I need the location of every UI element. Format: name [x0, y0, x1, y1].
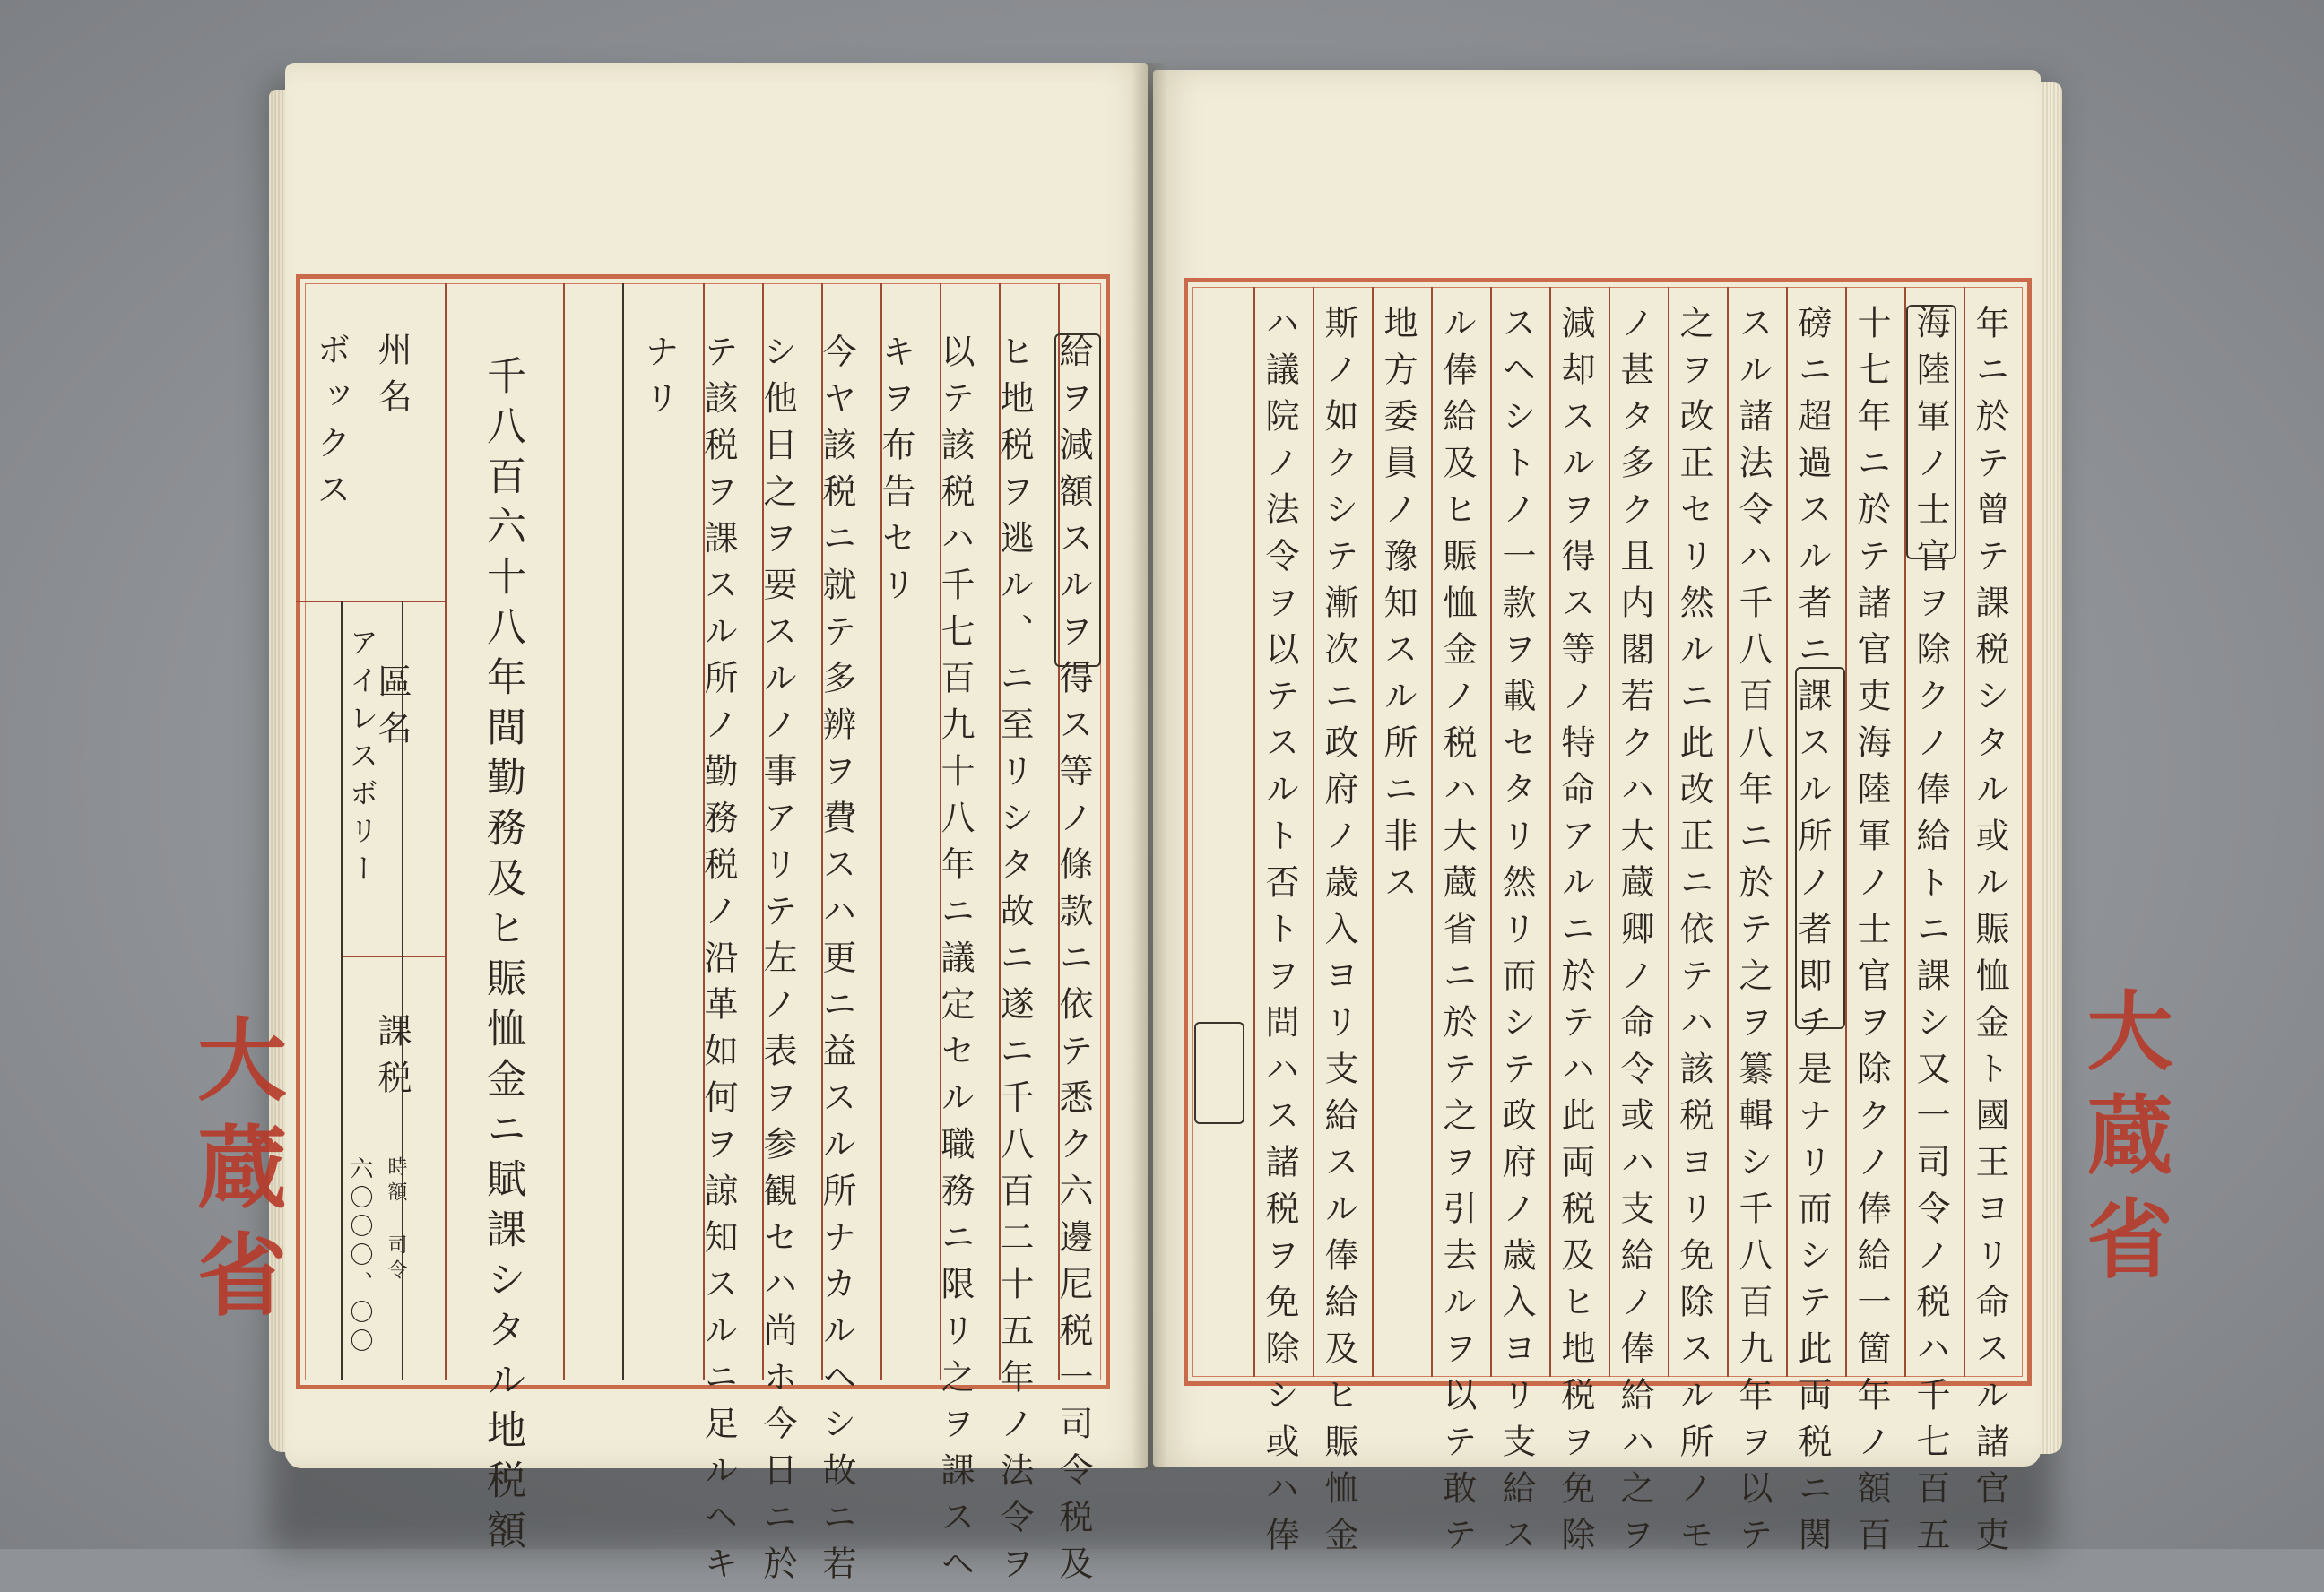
bracket-mark: [1054, 333, 1101, 667]
row-state: ボックス: [311, 332, 351, 518]
column-rule: [1727, 287, 1729, 1377]
right-edge-stamp: 大蔵省: [2073, 986, 2174, 1298]
column-rule: [1964, 287, 1965, 1377]
column-rule: [1372, 287, 1374, 1377]
left-edge-stamp: 大蔵省: [182, 1013, 288, 1336]
text-column: 之ヲ改正セリ然ルニ此改正ニ依テハ該税ヨリ免除スル所ノモ: [1674, 305, 1713, 1563]
text-column: ハ議院ノ法令ヲ以テスルト否トヲ問ハス諸税ヲ免除シ或ハ俸: [1260, 305, 1299, 1563]
text-column: 以テ該税ハ千七百九十八年ニ議定セル職務ニ限リ之ヲ課スヘ: [935, 333, 975, 1592]
text-column: ル俸給及ヒ賑恤金ノ税ハ大蔵省ニ於テ之ヲ引去ルヲ以テ敢テ: [1437, 305, 1477, 1563]
bracket-mark: [1194, 1022, 1244, 1124]
row-district: アイレスボリー: [345, 627, 379, 891]
text-column: 十七年ニ於テ諸官吏海陸軍ノ士官ヲ除クノ俸給一箇年ノ額百: [1851, 305, 1891, 1563]
column-rule: [1253, 287, 1255, 1377]
table-inner-line: [341, 601, 343, 1380]
text-column: スヘシトノ一款ヲ載セタリ然リ而シテ政府ノ歳入ヨリ支給ス: [1496, 305, 1536, 1563]
text-column: スル諸法令ハ千八百八年ニ於テ之ヲ纂輯シ千八百九年ヲ以テ: [1733, 305, 1773, 1563]
column-rule: [1786, 287, 1788, 1377]
header-tax-note: 時額 司令: [385, 1156, 407, 1285]
table-title-separator: [622, 283, 624, 1380]
column-rule: [1549, 287, 1551, 1377]
column-rule: [1313, 287, 1314, 1377]
text-column: ノ甚タ多ク且内閣若クハ大蔵卿ノ命令或ハ支給ノ俸給ハ之ヲ: [1615, 305, 1654, 1563]
table-border-line: [563, 283, 565, 1380]
text-column: テ該税ヲ課スル所ノ勤務税ノ沿革如何ヲ諒知スルニ足ルヘキ: [698, 333, 738, 1592]
bracket-mark: [1906, 305, 1956, 559]
column-rule: [1668, 287, 1669, 1377]
table-row-line: [296, 601, 445, 602]
text-column: シ他日之ヲ要スルノ事アリテ左ノ表ヲ参観セハ尚ホ今日ニ於: [758, 333, 797, 1592]
text-column: ヒ地税ヲ逃ル、ニ至リシタ故ニ遂ニ千八百二十五年ノ法令ヲ: [994, 333, 1034, 1592]
text-column: ナリ: [639, 333, 679, 427]
column-rule: [1609, 287, 1610, 1377]
header-tax: 課税: [372, 1013, 412, 1106]
header-district: 區名: [372, 663, 412, 757]
bracket-mark: [1795, 667, 1845, 1029]
text-column: 年ニ於テ曾テ課税シタル或ル賑恤金ト國王ヨリ命スル諸官吏: [1970, 305, 2009, 1563]
text-column: 地方委員ノ豫知スル所ニ非ス: [1378, 305, 1418, 911]
book-spine: [1132, 63, 1167, 1470]
text-column: 斯ノ如クシテ漸次ニ政府ノ歳入ヨリ支給スル俸給及ヒ賑恤金: [1319, 305, 1358, 1563]
table-border-line: [445, 283, 447, 1380]
column-rule: [1431, 287, 1433, 1377]
text-column: 今ヤ該税ニ就テ多辨ヲ費スハ更ニ益スル所ナカルヘシ故ニ若: [817, 333, 856, 1592]
table-title: 千八百六十八年間勤務及ヒ賑恤金ニ賦課シタル地税額: [480, 355, 525, 1560]
column-rule: [1845, 287, 1847, 1377]
column-rule: [1490, 287, 1492, 1377]
row-amount: 六〇〇〇、〇〇: [346, 1156, 373, 1357]
text-column: 磅ニ超過スル者ニ課スル所ノ者即チ是ナリ而シテ此両税ニ関: [1792, 305, 1832, 1563]
header-state: 州名: [372, 332, 412, 425]
table-row-line: [341, 956, 445, 957]
text-column: 減却スルヲ得ス等ノ特命アルニ於テハ此両税及ヒ地税ヲ免除: [1556, 305, 1595, 1563]
text-column: 給ヲ減額スルヲ得ス等ノ條款ニ依テ悉ク六邊尼税一司令税及: [1054, 333, 1093, 1592]
text-column: キヲ布告セリ: [876, 333, 915, 613]
text-column: 海陸軍ノ士官ヲ除クノ俸給トニ課シ又一司令ノ税ハ千七百五: [1911, 305, 1950, 1563]
